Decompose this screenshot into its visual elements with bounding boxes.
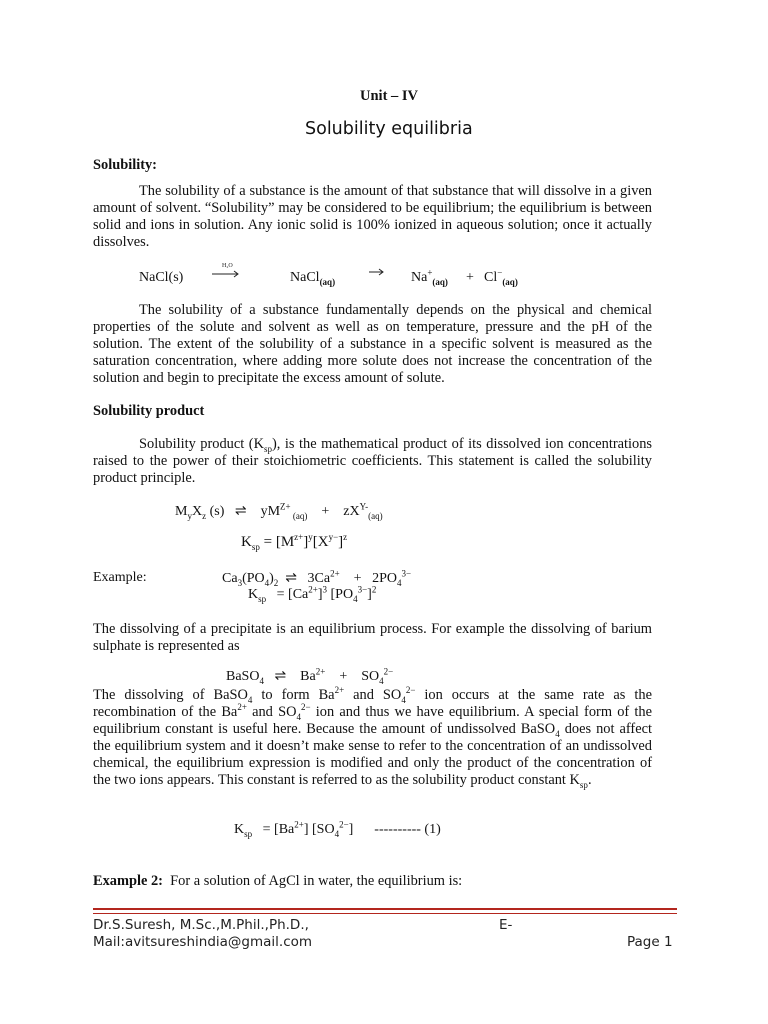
equilibrium-explanation-paragraph: The dissolving of BaSO$_4$ to form $Ba^{2+}$ and $SO_4^{2-}$ ion occurs at the same rate as the recombination of the $Ba^{2+}$ and $SO_4^{2-}$ ion and thus we have equilibrium. A special form of the equilibrium constant is useful here. Because the amount of undissolved BaSO$_4$ does not affect the equilibrium system and it doesn’t make sense to refer to the concentration of an undissolved chemical, the equilibrium expression is modified and only the product of the concentration of the two ions appears. This constant is referred to as the solubility product constant $K_{sp}$. (93, 685, 653, 790)
footer-email: Mail:avitsureshindia@gmail.com (93, 934, 313, 950)
calcium-phosphate-ksp: $K_{sp} = [Ca^{2+}]^3$ $[PO_4^{3-}]^2$ (248, 584, 377, 604)
solubility-paragraph: The solubility of a substance is the amount of that substance that will dissolve in a given amount of solvent. “Solubility” may be considered to be equilibrium; the equilibrium is between solid and ions in solution. Any ionic solid is 100% ionized in aqueous solution; once it actually dissolves. (93, 183, 652, 250)
solubility-product-heading: Solubility product (93, 403, 205, 419)
precipitate-paragraph: The dissolving of a precipitate is an equilibrium process. For example the dissolving of barium sulphate is represented as (93, 621, 652, 654)
sodium-ion: $Na^+_{(aq)}$ (411, 267, 448, 287)
example-label: Example: (93, 570, 147, 585)
solubility-heading: Solubility: (93, 157, 157, 173)
unit-heading: Unit – IV (360, 88, 419, 104)
solubility-factors-paragraph: The solubility of a substance fundamentally depends on the physical and chemical properties of the solute and solvent as well as on temperature, pressure and the pH of the solution. The extent of the solubility of a substance in a specific solvent is measured as the saturation concentration, where adding more solute does not increase the concentration of the solution and begin to precipitate the excess amount of solute. (93, 302, 652, 386)
footer-email-prefix: E- (499, 917, 513, 933)
chloride-ion: $Cl^-_{(aq)}$ (484, 267, 518, 287)
ksp-barium-sulphate-expression: $K_{sp} = [Ba^{2+}]$ $[SO_4^{2-}]$ ---------- (1) (234, 819, 441, 839)
page-title: Solubility equilibria (305, 119, 473, 139)
nacl-reactant: NaCl(s) (139, 270, 184, 285)
general-equilibrium-equation: $M_yX_z$ (s) ⇌ $yM^{Z+}$ $_{(aq)}$ + $zX^{Y-}_{(aq)}$ (175, 501, 383, 521)
example-2-line: Example 2: For a solution of AgCl in water, the equilibrium is: (93, 873, 463, 889)
nacl-aqueous: NaCl$_{(aq)}$ (290, 270, 336, 287)
barium-sulphate-equation: BaSO$_4$ ⇌ $Ba^{2+}$ + $SO_4^{2-}$ (226, 666, 394, 686)
plus-sign: + (466, 270, 474, 285)
dissociation-arrow-icon (369, 268, 385, 276)
footer-author: Dr.S.Suresh, M.Sc.,M.Phil.,Ph.D., (93, 917, 309, 933)
footer-rule-thin (93, 913, 677, 914)
page-number: Page 1 (627, 934, 673, 950)
calcium-phosphate-equation: $Ca_3(PO_4)_2$ ⇌ $3Ca^{2+}$ + $2PO_4^{3-}$ (222, 568, 412, 588)
reaction-arrow-icon (212, 270, 240, 278)
footer-rule-thick (93, 908, 677, 910)
water-label: H₂O (222, 263, 233, 269)
solubility-product-paragraph: Solubility product $(K_{sp})$, is the mathematical product of its dissolved ion concentrations raised to the power of their stoichiometric coefficients. This statement is called the solubility product principle. (93, 436, 652, 486)
ksp-general-expression: $K_{sp} = [M^{z+}]^y[X^{y-}]^z$ (241, 532, 348, 552)
